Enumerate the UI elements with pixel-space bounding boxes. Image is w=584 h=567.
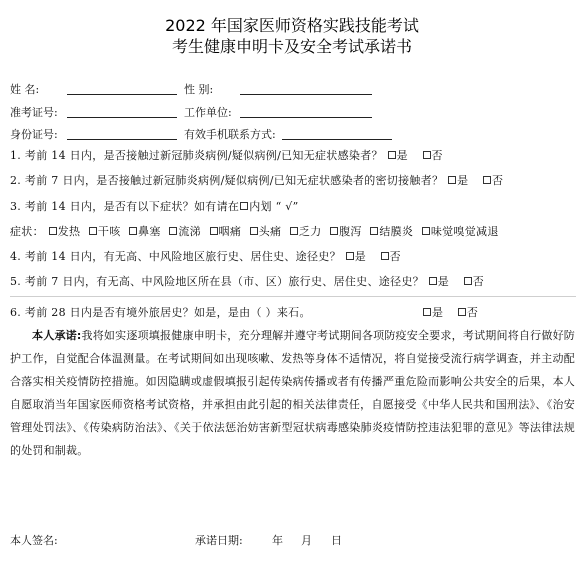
symptom-checkbox[interactable] [330, 227, 338, 235]
question-1-text: 1. 考前 14 日内，是否接触过新冠肺炎病例/疑似病例/已知无症状感染者？ [10, 149, 383, 162]
year-label: 年 [272, 534, 283, 547]
symptom-nasal-congestion: 鼻塞 [128, 225, 161, 238]
q6-yes-checkbox[interactable] [423, 308, 431, 316]
no-label: 否 [492, 174, 504, 187]
symptom-sore-throat: 咽痛 [209, 225, 242, 238]
symptom-taste-smell-loss: 味觉嗅觉减退 [421, 225, 499, 238]
day-label: 日 [331, 534, 342, 547]
question-6-text: 6. 考前 28 日内是否有境外旅居史？如是，是由（ ）来石。 [10, 306, 311, 319]
question-5-text: 5. 考前 7 日内，有无高、中风险地区所在县（市、区）旅行史、居住史、途径史？ [10, 275, 424, 288]
month-label: 月 [301, 534, 312, 547]
q5-no-checkbox[interactable] [464, 277, 472, 285]
q1-yes-checkbox[interactable] [388, 151, 396, 159]
yes-label: 是 [437, 275, 450, 288]
yes-label: 是 [457, 174, 469, 187]
promise-label: 本人承诺: [32, 329, 82, 342]
q5-yes-checkbox[interactable] [429, 277, 437, 285]
symptom-checkbox[interactable] [89, 227, 97, 235]
symptom-checkbox[interactable] [169, 227, 177, 235]
yes-label: 是 [432, 306, 444, 319]
symptom-checkbox[interactable] [49, 227, 57, 235]
question-5 [10, 273, 484, 289]
q6-no-checkbox[interactable] [458, 308, 466, 316]
question-4-text: 4. 考前 14 日内，有无高、中风险地区旅行史、居住史、途径史？ [10, 250, 341, 263]
symptoms-label: 症状： [10, 225, 44, 238]
question-3-suffix: 内划 “ √” [249, 200, 299, 213]
no-label: 否 [431, 149, 443, 162]
symptom-conjunctivitis: 结膜炎 [369, 225, 413, 238]
name-field[interactable] [67, 93, 177, 95]
symptom-checkbox[interactable] [250, 227, 258, 235]
question-4 [10, 248, 401, 264]
no-label: 否 [472, 275, 484, 288]
q4-no-checkbox[interactable] [381, 252, 389, 260]
yes-label: 是 [354, 250, 366, 263]
symptom-dry-cough: 干咳 [88, 225, 121, 238]
question-3 [10, 198, 299, 214]
gender-label: 性 别: [184, 83, 214, 96]
date-label: 承诺日期: [195, 534, 243, 547]
phone-field[interactable] [282, 138, 392, 140]
symptom-diarrhea: 腹泻 [329, 225, 362, 238]
question-3-text: 3. 考前 14 日内，是否有以下症状？如有请在 [10, 200, 240, 213]
work-unit-label: 工作单位: [184, 106, 232, 119]
signature-label: 本人签名: [10, 534, 58, 547]
symptom-checkbox[interactable] [210, 227, 218, 235]
phone-label: 有效手机联系方式: [184, 128, 276, 141]
q2-yes-checkbox[interactable] [448, 176, 456, 184]
symptom-headache: 头痛 [249, 225, 282, 238]
promise-paragraph [10, 324, 575, 462]
q1-no-checkbox[interactable] [423, 151, 431, 159]
symptom-fever: 发热 [48, 225, 81, 238]
name-label: 姓 名: [10, 83, 40, 96]
no-label: 否 [389, 250, 401, 263]
question-6-options [422, 304, 478, 320]
symptom-checkbox[interactable] [422, 227, 430, 235]
id-no-label: 身份证号: [10, 128, 58, 141]
symptom-checkbox[interactable] [370, 227, 378, 235]
question-6 [10, 304, 311, 320]
symptom-runny-nose: 流涕 [168, 225, 201, 238]
question-2-text: 2. 考前 7 日内，是否接触过新冠肺炎病例/疑似病例/已知无症状感染者的密切接触者？ [10, 174, 444, 187]
q4-yes-checkbox[interactable] [346, 252, 354, 260]
promise-text: 我将如实逐项填报健康申明卡，充分理解并遵守考试期间各项防疫安全要求，考试期间将自行做好防护工作，自觉配合体温测量。在考试期间如出现咳嗽、发热等身体不适情况，将自觉接受流行病学调查，并主动配合落实相关疫情防控措施。如因隐瞒或虚假填报引起传染病传播或者有传播严重危险而影响公共安全的后果，本人自愿取消当年国家医师资格考试资格，并承担由此引起的相关法律责任，自愿接受《中华人民共和国刑法》、《治安管理处罚法》、《传染病防治法》、《关于依法惩治妨害新型冠状病毒感染肺炎疫情防控违法犯罪的意见》等法律法规的处罚和制裁。 [10, 329, 575, 457]
work-unit-field[interactable] [240, 116, 372, 118]
exam-no-field[interactable] [67, 116, 177, 118]
yes-label: 是 [396, 149, 408, 162]
gender-field[interactable] [240, 93, 372, 95]
question-2 [10, 172, 503, 188]
symptom-checkbox[interactable] [129, 227, 137, 235]
title-line-1: 2022 年国家医师资格实践技能考试 [165, 16, 419, 35]
symptoms-row [10, 223, 499, 239]
exam-no-label: 准考证号: [10, 106, 58, 119]
example-checkbox [240, 202, 248, 210]
no-label: 否 [466, 306, 479, 319]
question-1 [10, 147, 443, 163]
q2-no-checkbox[interactable] [483, 176, 491, 184]
symptom-checkbox[interactable] [290, 227, 298, 235]
divider [10, 296, 576, 297]
symptom-fatigue: 乏力 [289, 225, 322, 238]
id-no-field[interactable] [67, 138, 177, 140]
title-line-2: 考生健康申明卡及安全考试承诺书 [171, 37, 412, 56]
